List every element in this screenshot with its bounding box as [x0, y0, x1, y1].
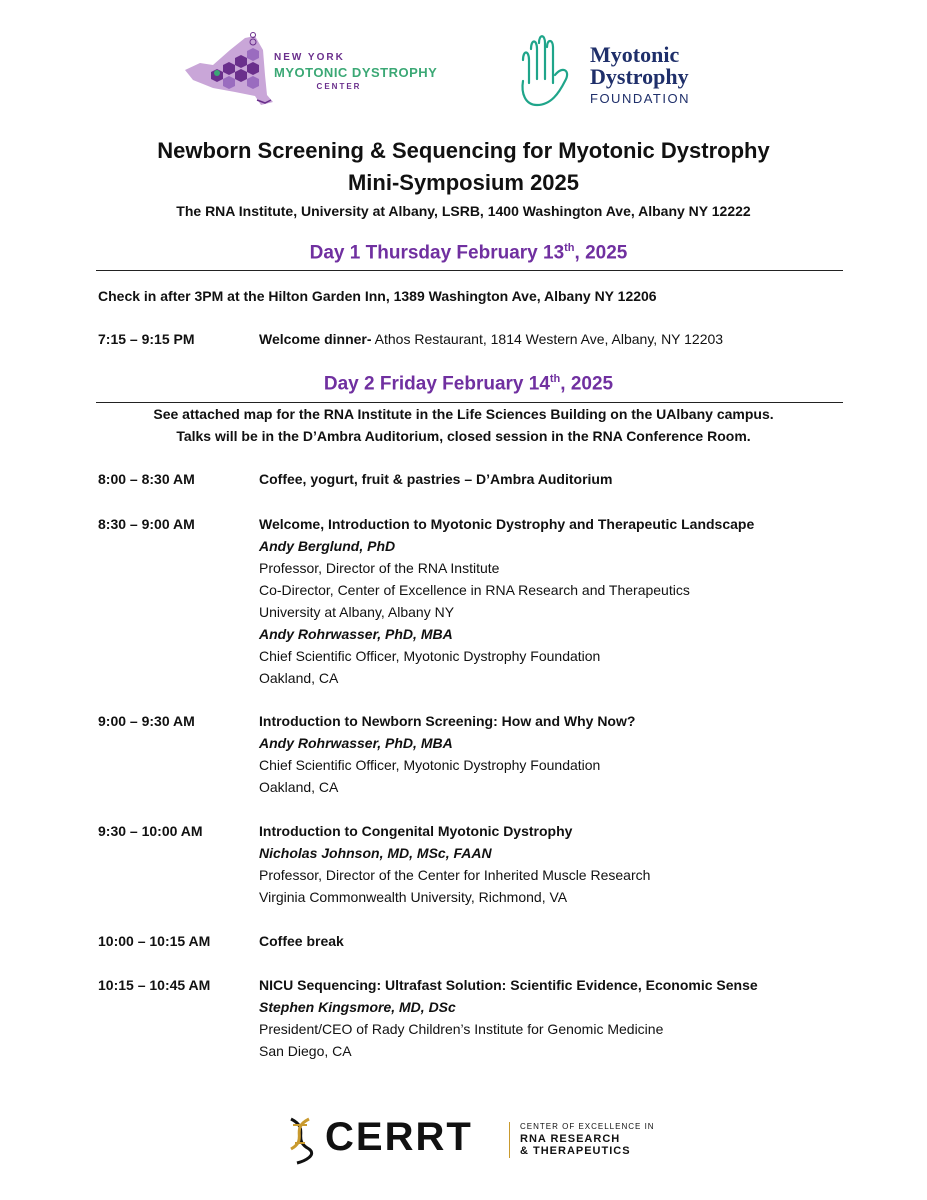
- checkin-note: Check in after 3PM at the Hilton Garden Inn, 1389 Washington Ave, Albany NY 12206: [98, 288, 657, 304]
- hand-icon: [523, 36, 568, 105]
- session-time: 10:00 – 10:15 AM: [98, 933, 211, 949]
- speaker-affiliation: Chief Scientific Officer, Myotonic Dystrophy Foundation: [259, 648, 601, 664]
- cerrt-line3: & THERAPEUTICS: [520, 1145, 631, 1157]
- session-time: 9:00 – 9:30 AM: [98, 713, 195, 729]
- day2-heading: [0, 373, 927, 395]
- mdf-line2: Dystrophy: [590, 64, 689, 89]
- session-title: Introduction to Newborn Screening: How and Why Now?: [259, 713, 636, 729]
- session-title: NICU Sequencing: Ultrafast Solution: Scientific Evidence, Economic Sense: [259, 977, 758, 993]
- session-entry: [259, 513, 859, 689]
- day1-heading: [0, 242, 927, 264]
- day2-heading-year: , 2025: [560, 373, 614, 395]
- dna-helix-icon: [283, 1115, 319, 1165]
- day1-divider: [96, 270, 843, 271]
- nymdc-line3: CENTER: [316, 82, 362, 91]
- speaker-affiliation: Virginia Commonwealth University, Richmond, VA: [259, 889, 568, 905]
- speaker-name: Stephen Kingsmore, MD, DSc: [259, 999, 456, 1015]
- cerrt-wordmark: CERRT: [325, 1115, 473, 1159]
- cerrt-separator: [509, 1122, 510, 1158]
- map-note: See attached map for the RNA Institute in the Life Sciences Building on the UAlbany campus.: [153, 406, 774, 422]
- session-entry: [259, 468, 859, 490]
- mdf-logo-text: [590, 44, 690, 106]
- speaker-name: Andy Rohrwasser, PhD, MBA: [259, 626, 453, 642]
- document-subtitle: Mini-Symposium 2025: [347, 170, 580, 195]
- speaker-affiliation: Oakland, CA: [259, 670, 339, 686]
- speaker-affiliation: Professor, Director of the RNA Institute: [259, 560, 500, 576]
- nymdc-line1: NEW YORK: [274, 52, 345, 63]
- day2-heading-text: Day 2 Friday February 14: [323, 373, 550, 395]
- session-time: 9:30 – 10:00 AM: [98, 823, 203, 839]
- dinner-label: Welcome dinner-: [259, 331, 372, 347]
- day1-heading-sup: th: [564, 242, 575, 254]
- document-title: Newborn Screening & Sequencing for Myotonic Dystrophy: [157, 138, 770, 163]
- dinner-detail: Athos Restaurant, 1814 Western Ave, Albany, NY 12203: [371, 331, 724, 347]
- session-entry: [259, 820, 859, 908]
- session-time: 8:30 – 9:00 AM: [98, 516, 195, 532]
- speaker-affiliation: University at Albany, Albany NY: [259, 604, 455, 620]
- speaker-name: Andy Berglund, PhD: [259, 538, 396, 554]
- auditorium-note: Talks will be in the D’Ambra Auditorium, closed session in the RNA Conference Room.: [176, 428, 751, 444]
- day2-divider: [96, 402, 843, 403]
- session-title: Welcome, Introduction to Myotonic Dystrophy and Therapeutic Landscape: [259, 516, 755, 532]
- session-entry: [259, 930, 859, 952]
- speaker-affiliation: Chief Scientific Officer, Myotonic Dystrophy Foundation: [259, 757, 601, 773]
- cerrt-subtitle: [520, 1121, 655, 1157]
- nymdc-line2: MYOTONIC DYSTROPHY: [274, 65, 438, 80]
- cerrt-line1: CENTER OF EXCELLENCE IN: [520, 1122, 655, 1131]
- new-york-state-map-icon: [185, 33, 273, 106]
- day1-heading-text: Day 1 Thursday February 13: [309, 242, 565, 264]
- session-title: Coffee break: [259, 933, 344, 949]
- speaker-affiliation: Oakland, CA: [259, 779, 339, 795]
- speaker-affiliation: Co-Director, Center of Excellence in RNA Research and Therapeutics: [259, 582, 690, 598]
- speaker-affiliation: President/CEO of Rady Children’s Institute for Genomic Medicine: [259, 1021, 664, 1037]
- session-time: 10:15 – 10:45 AM: [98, 977, 211, 993]
- dinner-entry: [259, 328, 859, 350]
- speaker-name: Andy Rohrwasser, PhD, MBA: [259, 735, 453, 751]
- dinner-time: 7:15 – 9:15 PM: [98, 331, 195, 347]
- session-title: Coffee, yogurt, fruit & pastries – D’Ambra Auditorium: [259, 471, 613, 487]
- session-title: Introduction to Congenital Myotonic Dystrophy: [259, 823, 573, 839]
- day1-heading-year: , 2025: [574, 242, 628, 264]
- mdf-line1: Myotonic: [590, 42, 680, 67]
- speaker-affiliation: Professor, Director of the Center for Inherited Muscle Research: [259, 867, 651, 883]
- nymdc-logo-text: [274, 52, 437, 91]
- session-entry: [259, 974, 859, 1062]
- speaker-name: Nicholas Johnson, MD, MSc, FAAN: [259, 845, 492, 861]
- day2-heading-sup: th: [549, 373, 561, 385]
- session-time: 8:00 – 8:30 AM: [98, 471, 195, 487]
- session-entry: [259, 710, 859, 798]
- venue-line: The RNA Institute, University at Albany, LSRB, 1400 Washington Ave, Albany NY 12222: [176, 203, 751, 219]
- speaker-affiliation: San Diego, CA: [259, 1043, 352, 1059]
- cerrt-line2: RNA RESEARCH: [520, 1133, 621, 1145]
- mdf-line3: FOUNDATION: [590, 91, 690, 106]
